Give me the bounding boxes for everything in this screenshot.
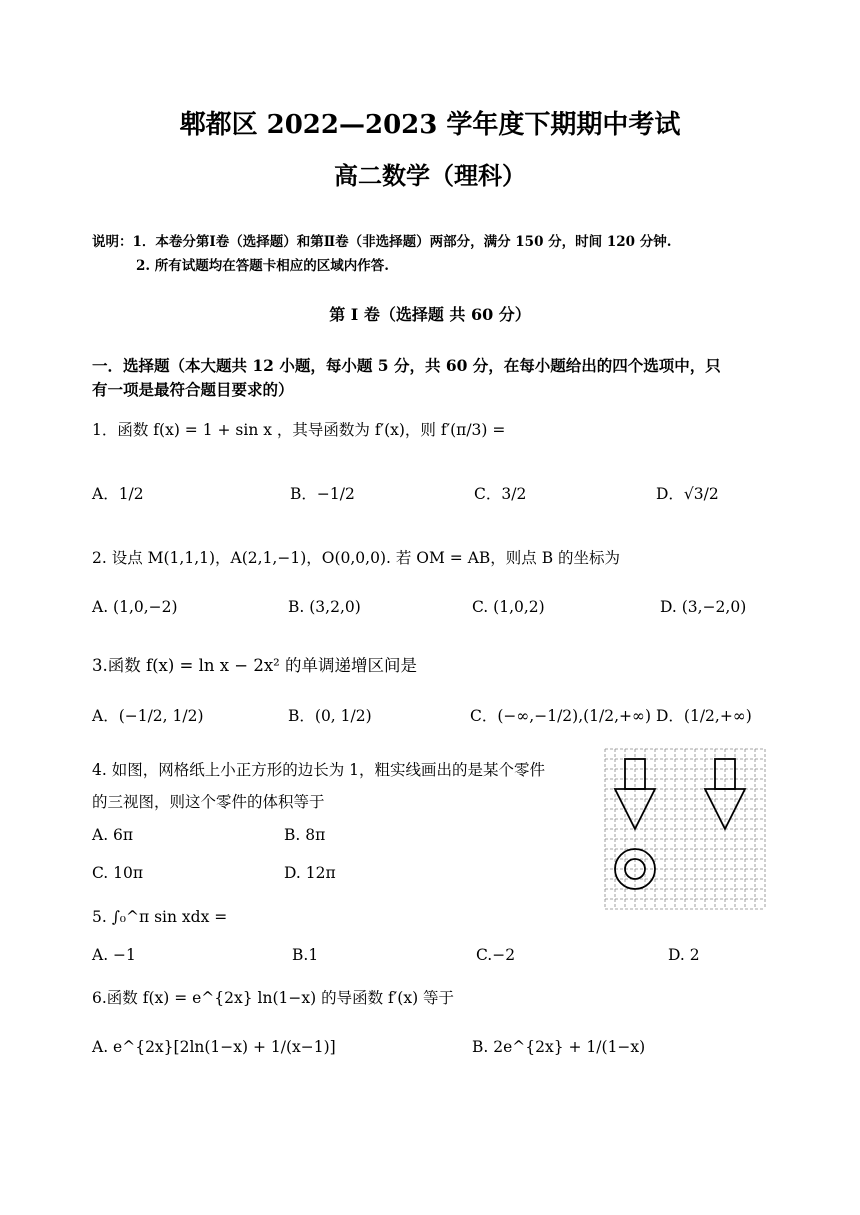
question-3-option-b: B．(0, 1/2)	[288, 707, 372, 725]
section-title: 第 I 卷（选择题 共 60 分）	[329, 305, 531, 324]
question-6-option-a: A. e^{2x}[2ln(1−x) + 1/(x−1)]	[92, 1038, 336, 1056]
question-1-stem: 1．函数 f(x) = 1 + sin x ，其导函数为 f′(x)，则 f′(π/3) =	[92, 421, 506, 439]
question-3-option-a: A．(−1/2, 1/2)	[92, 707, 204, 725]
question-4-stem-line-2: 的三视图，则这个零件的体积等于	[92, 793, 325, 811]
question-5-option-b: B.1	[292, 946, 319, 964]
question-6-stem: 6.函数 f(x) = e^{2x} ln(1−x) 的导函数 f′(x) 等于	[92, 989, 455, 1007]
three-view-figure	[604, 748, 766, 910]
question-1-option-d: D．√3/2	[656, 485, 719, 503]
grid-lines	[605, 749, 765, 909]
exam-title: 郫都区 2022—2023 学年度下期期中考试	[179, 110, 681, 140]
question-5-option-a: A. −1	[92, 946, 136, 964]
question-2-option-b: B. (3,2,0)	[288, 598, 361, 616]
part-heading-line-1: 一．选择题（本大题共 12 小题，每小题 5 分，共 60 分，在每小题给出的四个选项中，只	[92, 356, 721, 375]
question-4-option-b: B. 8π	[284, 826, 326, 844]
question-4-option-c: C. 10π	[92, 864, 144, 882]
exam-subtitle: 高二数学（理科）	[334, 161, 526, 190]
question-2-stem: 2. 设点 M(1,1,1)，A(2,1,−1)，O(0,0,0). 若 OM = AB，则点 B 的坐标为	[92, 549, 621, 567]
question-4-option-d: D. 12π	[284, 864, 336, 882]
question-2-option-d: D. (3,−2,0)	[660, 598, 747, 616]
question-4-option-a: A. 6π	[92, 826, 134, 844]
question-3-option-d: D．(1/2,+∞)	[656, 707, 752, 725]
question-2-option-a: A. (1,0,−2)	[92, 598, 178, 616]
question-6-option-b: B. 2e^{2x} + 1/(1−x)	[472, 1038, 646, 1056]
question-1-option-c: C．3/2	[474, 485, 527, 503]
instruction-line-2: 2. 所有试题均在答题卡相应的区域内作答.	[136, 258, 389, 274]
part-heading-line-2: 有一项是最符合题目要求的）	[92, 380, 294, 399]
question-1-option-a: A．1/2	[92, 485, 144, 503]
question-5-option-d: D. 2	[668, 946, 700, 964]
question-4-stem-line-1: 4. 如图，网格纸上小正方形的边长为 1，粗实线画出的是某个零件	[92, 761, 546, 779]
question-3-stem: 3.函数 f(x) = ln x − 2x² 的单调递增区间是	[92, 656, 418, 675]
question-5-stem: 5. ∫₀^π sin xdx =	[92, 908, 228, 926]
question-3-option-c: C．(−∞,−1/2),(1/2,+∞)	[470, 707, 652, 725]
question-5-option-c: C.−2	[476, 946, 516, 964]
question-2-option-c: C. (1,0,2)	[472, 598, 545, 616]
instruction-line-1: 说明：1．本卷分第Ⅰ卷（选择题）和第Ⅱ卷（非选择题）两部分，满分 150 分，时间 120 分钟.	[92, 234, 672, 250]
question-1-option-b: B．−1/2	[290, 485, 355, 503]
